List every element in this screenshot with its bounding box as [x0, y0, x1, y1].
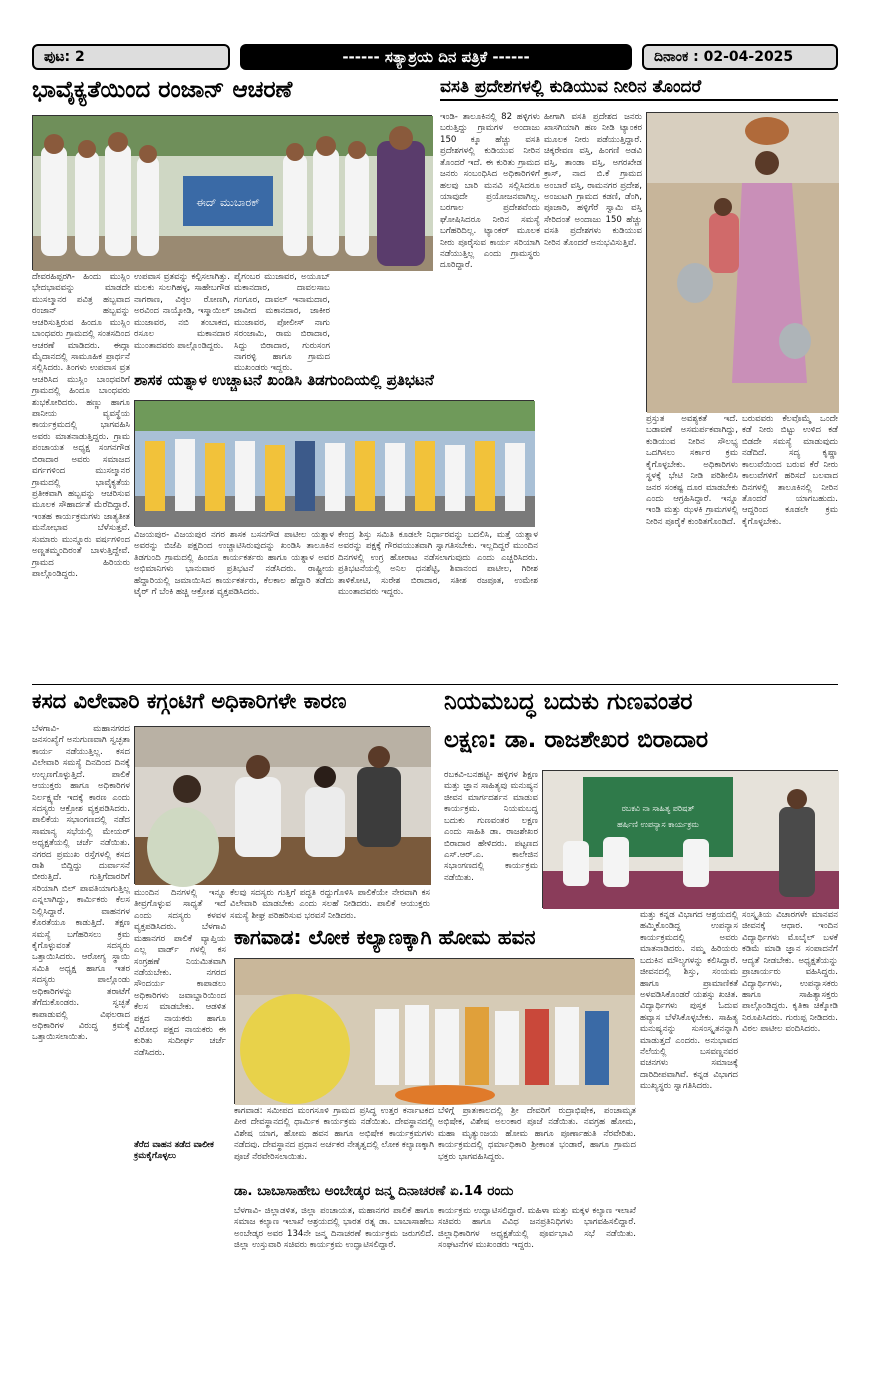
rules-banner-line2: ಹರ್ಷಿಣಿ ಉಪನ್ಯಾಸ ಕಾರ್ಯಕ್ರಮ: [617, 820, 699, 829]
photo-yatnal-protest: [135, 401, 535, 527]
photo-ramzan-crowd: [33, 116, 433, 271]
page-number: ಪುಟ: 2: [44, 49, 85, 65]
water-col-3: ಪ್ರಸ್ತುತ ಅವಶ್ಯಕತೆ ಇದೆ. ಬಡಾವಣೆ ಅಸಮರ್ಪಕವಾಗಿದ್ದು, ಕುಡಿಯುವ ನೀರಿನ ಸೌಲಭ್ಯ ಒದಗಿಸಲು ಸರ್ಕಾರ ಕ್ರಮ ಕೈಗೊಳ್ಳಬೇಕು. ಅಧಿಕಾರಿಗಳು ಸ್ಥಳಕ್ಕೆ ಭೇಟಿ ನೀಡಿ ಪರಿಶೀಲಿಸಿ ಜನರ ಸಂಕಷ್ಟ ದೂರ ಮಾಡಬೇಕು ಎಂದು ಆಗ್ರಹಿಸಿದ್ದಾರೆ. ಇನ್ನೂ ಇಂಡಿ ಮತ್ತು ಝಳಕಿ ಗ್ರಾಮಗಳಲ್ಲಿ ನೀರಿನ ಪೂರೈಕೆ ಕುಂಠಿತಗೊಂಡಿದೆ.: [646, 414, 738, 527]
rules-col-2: ಮತ್ತು ಕನ್ನಡ ವಿಭಾಗದ ಆಶ್ರಯದಲ್ಲಿ ಹಮ್ಮಿಕೊಂಡಿದ್ದ ಉಪನ್ಯಾಸ ಕಾರ್ಯಕ್ರಮದಲ್ಲಿ ಅವರು ಮಾತನಾಡಿದರು. ನಮ್ಮ ಹಿರಿಯರು ಬದುಕಿನ ಮೌಲ್ಯಗಳನ್ನು ಕಲಿಸಿದ್ದಾರೆ. ಜೀವನದಲ್ಲಿ ಶಿಸ್ತು, ಸಂಯಮ ಹಾಗೂ ಪ್ರಾಮಾಣಿಕತೆ ಅಳವಡಿಸಿಕೊಂಡರೆ ಯಶಸ್ಸು ಖಚಿತ. ವಿದ್ಯಾರ್ಥಿಗಳು ಪುಸ್ತಕ ಓದುವ ಹವ್ಯಾಸ ಬೆಳೆಸಿಕೊಳ್ಳಬೇಕು. ಸಾಹಿತ್ಯ ಮನುಷ್ಯನನ್ನು ಸುಸಂಸ್ಕೃತನನ್ನಾಗಿ ಮಾಡುತ್ತದೆ ಎಂದರು. ಅನುಭಾವದ ನೆಲೆಯಲ್ಲಿ ಬಸವಣ್ಣನವರ ವಚನಗಳು ಸಮಾಜಕ್ಕೆ ದಾರಿದೀಪವಾಗಿವೆ. ಕನ್ನಡ ವಿಭಾಗದ ಮುಖ್ಯಸ್ಥರು ಸ್ವಾಗತಿಸಿದರು.: [640, 910, 738, 1092]
section-divider: [32, 684, 838, 685]
headline-water: ವಸತಿ ಪ್ರದೇಶಗಳಲ್ಲಿ ಕುಡಿಯುವ ನೀರಿನ ತೊಂದರೆ: [440, 78, 838, 101]
headline-ramzan: ಭಾವೈಕ್ಯತೆಯಿಂದ ರಂಜಾನ್ ಆಚರಣೆ: [32, 77, 293, 103]
ramzan-col-3: ಪೈಗಂಬರ ಮುಜಾವರ, ಅಯೂಬ್ ಮಕಾನದಾರ, ದಾವಲಸಾಬ ಗಂಗೂರ, ದಾವಲ್ ಇನಾಮದಾರ, ಜಾವೀದ ಮಕಾನದಾರ, ಜಾಕೀರ ಮುಜಾವರ, ಪೋಲೀಸ್ ನಾಗು ಸರಂಜಾಮಿ, ರಾಮ ಬಿರಾದಾರ, ಸಿದ್ದು ಬಿರಾದಾರ, ಗುರುಸಂಗ ನಾಗರಳ್ಳಿ ಹಾಗೂ ಗ್ರಾಮದ ಮುಖಂಡರು ಇದ್ದರು.: [234, 272, 330, 374]
date: ದಿನಾಂಕ : 02-04-2025: [654, 49, 794, 65]
yatnal-col-1: ವಿಜಯಪುರ- ವಿಜಯಪುರ ನಗರ ಶಾಸಕ ಬಸನಗೌಡ ಪಾಟೀಲ ಯತ್ನಾಳ ಅವರನ್ನು ಬಿಜೆಪಿ ಪಕ್ಷದಿಂದ ಉಚ್ಚಾಟಿಸಿರುವುದನ್ನು ಖಂಡಿಸಿ ತಾಲೂಕಿನ ತಿಡಗುಂದಿ ಗ್ರಾಮದಲ್ಲಿ ಹಿಂದೂ ಕಾರ್ಯಕರ್ತರು ಹಾಗೂ ಯತ್ನಾಳ ಅವರ ಅಭಿಮಾನಿಗಳು ಭಾನುವಾರ ಪ್ರತಿಭಟನೆ ನಡೆಸಿದರು. ರಾಷ್ಟ್ರೀಯ ಹೆದ್ದಾರಿಯಲ್ಲಿ ಜಮಾಯಿಸಿದ ಕಾರ್ಯಕರ್ತರು, ಕೆಲಕಾಲ ಹೆದ್ದಾರಿ ತಡೆದು ಟೈರ್ ಗೆ ಬೆಂಕಿ ಹಚ್ಚಿ ಆಕ್ರೋಶ ವ್ಯಕ್ತಪಡಿಸಿದರು.: [134, 530, 334, 598]
rules-col-1: ರಬಕವಿ-ಬನಹಟ್ಟಿ- ಹಳ್ಳಿಗಳ ಶಿಕ್ಷಣ ಮತ್ತು ಜ್ಞಾನ ಸಾಹಿತ್ಯವು ಮನುಷ್ಯನ ಜೀವನ ಮಾರ್ಗದರ್ಶನ ಮಾಡುವ ಕಾರ್ಯಕ್ರಮ. ನಿಯಮಬದ್ಧ ಬದುಕು ಗುಣವಂತರ ಲಕ್ಷಣ ಎಂದು ಸಾಹಿತಿ ಡಾ. ರಾಜಶೇಖರ ಬಿರಾದಾರ ಹೇಳಿದರು. ಪಟ್ಟಣದ ಎಸ್.ಆರ್.ಎ. ಕಾಲೇಜಿನ ಸಭಾಂಗಣದಲ್ಲಿ ಕಾರ್ಯಕ್ರಮ ನಡೆಯಿತು.: [444, 770, 538, 883]
photo-rules: [542, 770, 838, 908]
page-number-box: [32, 44, 230, 70]
water-col-1: ಇಂಡಿ- ತಾಲೂಕಿನಲ್ಲಿ 82 ಹಳ್ಳಿಗಳು ಬರುತ್ತಿದ್ದು ಗ್ರಾಮಗಳ ಅಂದಾಜು 150 ಕ್ಕೂ ಹೆಚ್ಚು ವಸತಿ ಪ್ರದೇಶಗಳಲ್ಲಿ ಕುಡಿಯುವ ನೀರಿನ ತೊಂದರೆ ಇದೆ. ಈ ಕುರಿತು ಗ್ರಾಮದ ಜನರು ಸಂಬಂಧಿಸಿದ ಅಧಿಕಾರಿಗಳಿಗೆ ಹಲವು ಬಾರಿ ಮನವಿ ಸಲ್ಲಿಸಿದರೂ ಯಾವುದೇ ಪ್ರಯೋಜನವಾಗಿಲ್ಲ. ಬರಗಾಲ ಪ್ರದೇಶವೆಂದು ಘೋಷಿಸಿದರೂ ನೀರಿನ ಸಮಸ್ಯೆ ಬಗೆಹರಿದಿಲ್ಲ. ಟ್ಯಾಂಕರ್ ಮೂಲಕ ನೀರು ಪೂರೈಸುವ ಕಾರ್ಯ ಸರಿಯಾಗಿ ನಡೆಯುತ್ತಿಲ್ಲ ಎಂದು ಗ್ರಾಮಸ್ಥರು ದೂರಿದ್ದಾರೆ.: [440, 112, 540, 271]
photo-ramzan: [32, 115, 432, 270]
kasa-col-1: ಬೆಳಗಾವಿ- ಮಹಾನಗರದ ಜನಸಂಖ್ಯೆಗೆ ಅನುಗುಣವಾಗಿ ಸ್ವಚ್ಛತಾ ಕಾರ್ಯ ನಡೆಯುತ್ತಿಲ್ಲ. ಕಸದ ವಿಲೇವಾರಿ ಸಮಸ್ಯೆ ದಿನದಿಂದ ದಿನಕ್ಕೆ ಉಲ್ಬಣಗೊಳ್ಳುತ್ತಿದೆ. ಪಾಲಿಕೆ ಆಯುಕ್ತರು ಹಾಗೂ ಅಧಿಕಾರಿಗಳ ನಿರ್ಲಕ್ಷ್ಯವೇ ಇದಕ್ಕೆ ಕಾರಣ ಎಂದು ಸದಸ್ಯರು ಆಕ್ರೋಶ ವ್ಯಕ್ತಪಡಿಸಿದರು. ಪಾಲಿಕೆಯ ಸಭಾಂಗಣದಲ್ಲಿ ನಡೆದ ಸಾಮಾನ್ಯ ಸಭೆಯಲ್ಲಿ ಮೇಯರ್ ಅಧ್ಯಕ್ಷತೆಯಲ್ಲಿ ಚರ್ಚೆ ನಡೆಯಿತು. ನಗರದ ಪ್ರಮುಖ ರಸ್ತೆಗಳಲ್ಲಿ ಕಸದ ರಾಶಿ ಬಿದ್ದಿದ್ದು ದುರ್ವಾಸನೆ ಬೀರುತ್ತಿದೆ. ಗುತ್ತಿಗೆದಾರರಿಗೆ ಸರಿಯಾಗಿ ಬಿಲ್ ಪಾವತಿಯಾಗುತ್ತಿಲ್ಲ ಎನ್ನಲಾಗಿದ್ದು, ಕಾರ್ಮಿಕರು ಕೆಲಸ ನಿಲ್ಲಿಸಿದ್ದಾರೆ. ವಾಹನಗಳ ಕೊರತೆಯೂ ಕಾಡುತ್ತಿದೆ. ತಕ್ಷಣ ಸಮಸ್ಯೆ ಬಗೆಹರಿಸಲು ಕ್ರಮ ಕೈಗೊಳ್ಳುವಂತೆ ಸದಸ್ಯರು ಒತ್ತಾಯಿಸಿದರು. ಆರೋಗ್ಯ ಸ್ಥಾಯಿ ಸಮಿತಿ ಅಧ್ಯಕ್ಷ ಹಾಗೂ ಇತರ ಸದಸ್ಯರು ಪಾಲ್ಗೊಂಡು ಅಧಿಕಾರಿಗಳನ್ನು ತರಾಟೆಗೆ ತೆಗೆದುಕೊಂಡರು. ಸ್ವಚ್ಛತೆ ಕಾಪಾಡುವಲ್ಲಿ ವಿಫಲರಾದ ಅಧಿಕಾರಿಗಳ ವಿರುದ್ಧ ಕ್ರಮಕ್ಕೆ ಒತ್ತಾಯಿಸಲಾಯಿತು.: [32, 724, 130, 1043]
photo-kasa: [134, 726, 430, 884]
photo-water: [646, 112, 838, 412]
headline-yatnal: ಶಾಸಕ ಯತ್ನಾಳ ಉಚ್ಚಾಟನೆ ಖಂಡಿಸಿ ತಿಡಗುಂದಿಯಲ್ಲಿ ಪ್ರತಿಭಟನೆ: [134, 371, 434, 389]
photo-rules-stage: [543, 771, 839, 909]
ambedkar-col-1: ಬೆಳಗಾವಿ- ಜಿಲ್ಲಾಡಳಿತ, ಜಿಲ್ಲಾ ಪಂಚಾಯತ, ಮಹಾನಗರ ಪಾಲಿಕೆ ಹಾಗೂ ಸಮಾಜ ಕಲ್ಯಾಣ ಇಲಾಖೆ ಆಶ್ರಯದಲ್ಲಿ ಭಾರತ ರತ್ನ ಡಾ. ಬಾಬಾಸಾಹೇಬ ಅಂಬೇಡ್ಕರ ಅವರ 134ನೇ ಜನ್ಮ ದಿನಾಚರಣೆ ಕಾರ್ಯಕ್ರಮ ಜರುಗಲಿದೆ. ಜಿಲ್ಲಾ ಉಸ್ತುವಾರಿ ಸಚಿವರು ಕಾರ್ಯಕ್ರಮ ಉದ್ಘಾಟಿಸಲಿದ್ದಾರೆ.: [234, 1206, 434, 1251]
water-col-2: ಹೀಗಾಗಿ ವಸತಿ ಪ್ರದೇಶದ ಜನರು ಖಾಸಗಿಯಾಗಿ ಹಣ ನೀಡಿ ಟ್ಯಾಂಕರ ಮೂಲಕ ನೀರು ಪಡೆಯುತ್ತಿದ್ದಾರೆ. ಚಿಕ್ಕರೇವಣ ವಸ್ತಿ, ಹಿಂಗಣಿ ಅಡವಿ ವಸ್ತಿ, ತಾಂಡಾ ವಸ್ತಿ, ಅಗರಖೇಡ ಕ್ರಾಸ್, ನಾದ ಬಿ.ಕೆ ಗ್ರಾಮದ ಅಂಬಾರೆ ವಸ್ತಿ, ರಾಮನಗರ ಪ್ರದೇಶ, ಅಂಜುಟಗಿ ಗ್ರಾಮದ ಕಡಣಿ, ಡೆಂಗಿ, ಪೂಜಾರಿ, ಹಳ್ಳಿಗೆರೆ ಸ್ವಾಮಿ ವಸ್ತಿ ಸೇರಿದಂತೆ ಅಂದಾಜು 150 ಹೆಚ್ಚು ವಸತಿ ಪ್ರದೇಶಗಳು ಕುಡಿಯುವ ನೀರಿನ ತೊಂದರೆ ಅನುಭವಿಸುತ್ತಿವೆ.: [544, 112, 642, 248]
headline-rules-line2: ಲಕ್ಷಣ: ಡಾ. ರಾಜಶೇಖರ ಬಿರಾದಾರ: [444, 727, 709, 753]
headline-kasa: ಕಸದ ವಿಲೇವಾರಿ ಕಗ್ಗಂಟಿಗೆ ಅಧಿಕಾರಿಗಳೇ ಕಾರಣ: [32, 689, 347, 713]
kasa-col-3: ಕೆಲವು ಸದಸ್ಯರು ಗುತ್ತಿಗೆ ಪದ್ಧತಿ ರದ್ದುಗೊಳಿಸಿ ಪಾಲಿಕೆಯೇ ನೇರವಾಗಿ ಕಸ ವಿಲೇವಾರಿ ಮಾಡಬೇಕು ಎಂದು ಸಲಹೆ ನೀಡಿದರು. ಪಾಲಿಕೆ ಆಯುಕ್ತರು ಸಮಸ್ಯೆ ಶೀಘ್ರ ಪರಿಹರಿಸುವ ಭರವಸೆ ನೀಡಿದರು.: [230, 888, 430, 921]
photo-kasa-meeting: [135, 727, 431, 885]
masthead: [240, 44, 632, 70]
photo-water-woman: [647, 113, 839, 413]
water-col-4: ಬರುವವರು ಕೆಲವೊಮ್ಮೆ ಒಂದೇ ಕಡೆ ನೀರು ಬಿಟ್ಟು ಉಳಿದ ಕಡೆ ಬಿಡದೇ ಸಮಸ್ಯೆ ಮಾಡುವುದು ನಡೆದಿದೆ. ಸದ್ಯ ಕೃಷ್ಣಾ ಕಾಲುವೆಯಿಂದ ಬರುವ ಕೆರೆ ನೀರು ಕಾಲುವೆಗಳಿಗೆ ಹರಿಸದೆ ಬಲವಾದ ದಿನಗಳಲ್ಲಿ ತಾಲೂಕಿನಲ್ಲಿ ನೀರಿನ ತೊಂದರೆ ಯಾಗಬಹುದು. ಆದ್ದರಿಂದ ಕೂಡಲೇ ಕ್ರಮ ಕೈಗೊಳ್ಳಬೇಕು.: [742, 414, 838, 527]
rules-col-3: ಸಂಸ್ಕೃತಿಯ ವಿಚಾರಗಳೇ ಮಾನವನ ಜೀವನಕ್ಕೆ ಆಧಾರ. ಇಂದಿನ ವಿದ್ಯಾರ್ಥಿಗಳು ಮೊಬೈಲ್ ಬಳಕೆ ಕಡಿಮೆ ಮಾಡಿ ಜ್ಞಾನ ಸಂಪಾದನೆಗೆ ಆದ್ಯತೆ ನೀಡಬೇಕು. ಅಧ್ಯಕ್ಷತೆಯನ್ನು ಪ್ರಾಚಾರ್ಯರು ವಹಿಸಿದ್ದರು. ವಿದ್ಯಾರ್ಥಿಗಳು, ಉಪನ್ಯಾಸಕರು ಹಾಗೂ ಸಾಹಿತ್ಯಾಸಕ್ತರು ಪಾಲ್ಗೊಂಡಿದ್ದರು. ಕೃತಿಕಾ ಚಿಕ್ಕೋಡಿ ನಿರೂಪಿಸಿದರು. ಗುರುಪ್ಪ ನೀಡಿದರು. ವಿಠಲ ಪಾಟೀಲ ವಂದಿಸಿದರು.: [742, 910, 838, 1035]
ramzan-col-2: ಉಪವಾಸ ವ್ರತವನ್ನು ಕಲ್ಪಿಸಲಾಗಿತ್ತು. ಮಲಕು ಸುಲಗಿಹಳ್ಳ, ಸಾಹೇಬಗೌಡ ನಾಗಠಾಣ, ವಿಠ್ಠಲ ರೋಣಗಿ, ಅರವಿಂದ ನಾಯ್ಕೋಡಿ, ಇಸ್ಮಾಯಿಲ್ ಮುಜಾವರ, ನಬಿ ತಂಬಾಕದ, ರಸೂಲ ಮಕಾನದಾರ ಮುಂತಾದವರು ಪಾಲ್ಗೊಂಡಿದ್ದರು.: [134, 272, 230, 351]
ramzan-col-1: ದೇವರಹಿಪ್ಪರಗಿ- ಹಿಂದು ಮುಸ್ಲಿಂ ಭೇದಭಾವವನ್ನು ಮಾಡದೇ ಮುಸಲ್ಮಾನರ ಪವಿತ್ರ ಹಬ್ಬವಾದ ರಂಜಾನ್ ಹಬ್ಬವನ್ನು ಆಚರಿಸುತ್ತಿರುವ ಹಿಂದೂ ಮುಸ್ಲಿಂ ಬಾಂಧವರು ಗ್ರಾಮದಲ್ಲಿ ಸಂತಸದಿಂದ ಆಚರಣೆ ಮಾಡಿದರು. ಈದ್ಗಾ ಮೈದಾನದಲ್ಲಿ ಸಾಮೂಹಿಕ ಪ್ರಾರ್ಥನೆ ಸಲ್ಲಿಸಿದರು. ತಿಂಗಳು ಉಪವಾಸ ವ್ರತ ಆಚರಿಸಿದ ಮುಸ್ಲಿಂ ಬಾಂಧವರಿಗೆ ಗ್ರಾಮದಲ್ಲಿ ಹಿಂದೂ ಬಾಂಧವರು ಶುಭಕೋರಿದರು. ಹಣ್ಣು ಹಾಗೂ ಪಾನೀಯ ವ್ಯವಸ್ಥೆಯ ಕಾರ್ಯಕ್ರಮದಲ್ಲಿ ಭಾಗವಹಿಸಿ ಅವರು ಮಾತನಾಡುತ್ತಿದ್ದರು. ಗ್ರಾಮ ಪಂಚಾಯತ ಅಧ್ಯಕ್ಷ ಸಂಗನಗೌಡ ಬಿರಾದಾರ ಅವರು ಸಮಾಜದ ವರ್ಗಗಳಿಂದ ಮುಸಲ್ಮಾನರ ಗ್ರಾಮದಲ್ಲಿ ಭಾವೈಕ್ಯತೆಯ ಪ್ರತೀಕವಾಗಿ ಹಬ್ಬವನ್ನು ಆಚರಿಸುವ ಮೂಲಕ ಸೌಹಾರ್ದತೆ ಮೆರೆದಿದ್ದಾರೆ. ಇಂತಹ ಕಾರ್ಯಕ್ರಮಗಳು ಜಾತ್ಯತೀತ ಮನೋಭಾವ ಬೆಳೆಸುತ್ತವೆ. ಸುಮಾರು ಮುನ್ನೂರು ವರ್ಷಗಳಿಂದ ಅಣ್ಣತಮ್ಮಂದಿರಂತೆ ಬಾಳುತ್ತಿದ್ದೇವೆ. ಗ್ರಾಮದ ಹಿರಿಯರು ಪಾಲ್ಗೊಂಡಿದ್ದರು.: [32, 272, 130, 579]
date-box: [642, 44, 838, 70]
yatnal-col-2: ಕೇಂದ್ರ ಶಿಸ್ತು ಸಮಿತಿ ಕೂಡಲೇ ನಿರ್ಧಾರವನ್ನು ಬದಲಿಸಿ, ಮತ್ತೆ ಯತ್ನಾಳ ಅವರನ್ನು ಪಕ್ಷಕ್ಕೆ ಗೌರವಯುತವಾಗಿ ಸ್ವಾಗತಿಸಬೇಕು. ಇಲ್ಲದಿದ್ದರೆ ಮುಂದಿನ ದಿನಗಳಲ್ಲಿ ಉಗ್ರ ಹೋರಾಟ ನಡೆಸಲಾಗುವುದು ಎಂದು ಎಚ್ಚರಿಸಿದರು. ಪ್ರತಿಭಟನೆಯಲ್ಲಿ ಅನಿಲ ಧನಶೆಟ್ಟಿ, ಶಿವಾನಂದ ಪಾಟೀಲ, ಗಿರೀಶ ತಾಳಿಕೋಟಿ, ಸುರೇಶ ಬಿರಾದಾರ, ಸತೀಶ ರಜಪೂತ, ಉಮೇಶ ಮುಂತಾದವರು ಇದ್ದರು.: [338, 530, 538, 598]
kasa-col-2: ಮುಂದಿನ ದಿನಗಳಲ್ಲಿ ಇನ್ನೂ ತೀವ್ರಗೊಳ್ಳುವ ಸಾಧ್ಯತೆ ಇದೆ ಎಂದು ಸದಸ್ಯರು ಕಳವಳ ವ್ಯಕ್ತಪಡಿಸಿದರು. ಬೆಳಗಾವಿ ಮಹಾನಗರ ಪಾಲಿಕೆ ವ್ಯಾಪ್ತಿಯ ಎಲ್ಲ ವಾರ್ಡ್ ಗಳಲ್ಲಿ ಕಸ ಸಂಗ್ರಹಣೆ ನಿಯಮಿತವಾಗಿ ನಡೆಯಬೇಕು. ನಗರದ ಸೌಂದರ್ಯ ಕಾಪಾಡಲು ಅಧಿಕಾರಿಗಳು ಜವಾಬ್ದಾರಿಯಿಂದ ಕೆಲಸ ಮಾಡಬೇಕು. ಆಡಳಿತ ಪಕ್ಷದ ನಾಯಕರು ಹಾಗೂ ವಿರೋಧ ಪಕ್ಷದ ನಾಯಕರು ಈ ಕುರಿತು ಸುದೀರ್ಘ ಚರ್ಚೆ ನಡೆಸಿದರು.: [134, 888, 226, 1058]
headline-homa: ಕಾಗವಾಡ: ಲೋಕ ಕಲ್ಯಾಣಕ್ಕಾಗಿ ಹೋಮ ಹವನ: [234, 925, 536, 949]
rules-banner-line1: ರಬಕವಿ ನಾ ಸಾಹಿತ್ಯ ಪರಿಷತ್: [621, 804, 695, 813]
homa-col-1: ಕಾಗವಾಡ: ಸಮೀಪದ ಮಂಗಸೂಳಿ ಗ್ರಾಮದ ಪ್ರಸಿದ್ಧ ಉತ್ತರ ಕರ್ನಾಟಕದ ಪೀಠ ದೇವಸ್ಥಾನದಲ್ಲಿ ಧಾರ್ಮಿಕ ಕಾರ್ಯಕ್ರಮ ನಡೆಯಿತು. ದೇವಸ್ಥಾನದಲ್ಲಿ ವಿಶೇಷ ಯಾಗ, ಹೋಮ ಹವನ ಹಾಗೂ ಅಭಿಷೇಕ ಕಾರ್ಯಕ್ರಮಗಳು ನಡೆದವು. ದೇವಸ್ಥಾನದ ಪ್ರಧಾನ ಅರ್ಚಕರ ನೇತೃತ್ವದಲ್ಲಿ ಲೋಕ ಕಲ್ಯಾಣಕ್ಕಾಗಿ ಪೂಜೆ ನೆರವೇರಿಸಲಾಯಿತು.: [234, 1106, 434, 1162]
subheadline-road: ತೆರೆದ ವಾಹನ ತಡೆದ ವಾಲೀಕ ಕ್ರಮಕೈಗೊಳ್ಳಲು: [134, 1140, 214, 1162]
photo-yatnal: [134, 400, 534, 526]
ambedkar-col-2: ಕಾರ್ಯಕ್ರಮ ಉದ್ಘಾಟಿಸಲಿದ್ದಾರೆ. ಮಹಿಳಾ ಮತ್ತು ಮಕ್ಕಳ ಕಲ್ಯಾಣ ಇಲಾಖೆ ಸಚಿವರು ಹಾಗೂ ವಿವಿಧ ಜನಪ್ರತಿನಿಧಿಗಳು ಭಾಗವಹಿಸಲಿದ್ದಾರೆ. ಜಿಲ್ಲಾಧಿಕಾರಿಗಳ ಅಧ್ಯಕ್ಷತೆಯಲ್ಲಿ ಪೂರ್ವಭಾವಿ ಸಭೆ ನಡೆಯಿತು. ಸಂಘಟನೆಗಳ ಮುಖಂಡರು ಇದ್ದರು.: [438, 1206, 636, 1251]
headline-rules-line1: ನಿಯಮಬದ್ಧ ಬದುಕು ಗುಣವಂತರ: [444, 689, 693, 715]
headline-ambedkar: ಡಾ. ಬಾಬಾಸಾಹೇಬ ಅಂಬೇಡ್ಕರ ಜನ್ಮ ದಿನಾಚರಣೆ ಏ.14 ರಂದು: [234, 1183, 514, 1199]
homa-col-2: ಬೆಳಿಗ್ಗೆ ಪ್ರಾತಃಕಾಲದಲ್ಲಿ ಶ್ರೀ ದೇವರಿಗೆ ರುದ್ರಾಭಿಷೇಕ, ಪಂಚಾಮೃತ ಅಭಿಷೇಕ, ವಿಶೇಷ ಅಲಂಕಾರ ಪೂಜೆ ನಡೆಯಿತು. ನವಗ್ರಹ ಹೋಮ, ಮಹಾ ಮೃತ್ಯುಂಜಯ ಹೋಮ ಹಾಗೂ ಪೂರ್ಣಾಹುತಿ ನೆರವೇರಿತು. ಕಾರ್ಯಕ್ರಮದಲ್ಲಿ ಧರ್ಮಾಧಿಕಾರಿ ಶ್ರೀಕಾಂತ ಭಂಡಾರೆ, ಹಾಗೂ ಗ್ರಾಮದ ಭಕ್ತರು ಭಾಗವಹಿಸಿದ್ದರು.: [438, 1106, 636, 1162]
ramzan-banner-text: ಈದ್ ಮುಬಾರಕ್: [196, 196, 260, 209]
photo-homa-ritual: [235, 959, 635, 1105]
paper-name: ------ ಸತ್ಯಾಶ್ರಯ ದಿನ ಪತ್ರಿಕೆ ------: [342, 48, 530, 66]
photo-homa: [234, 958, 634, 1104]
